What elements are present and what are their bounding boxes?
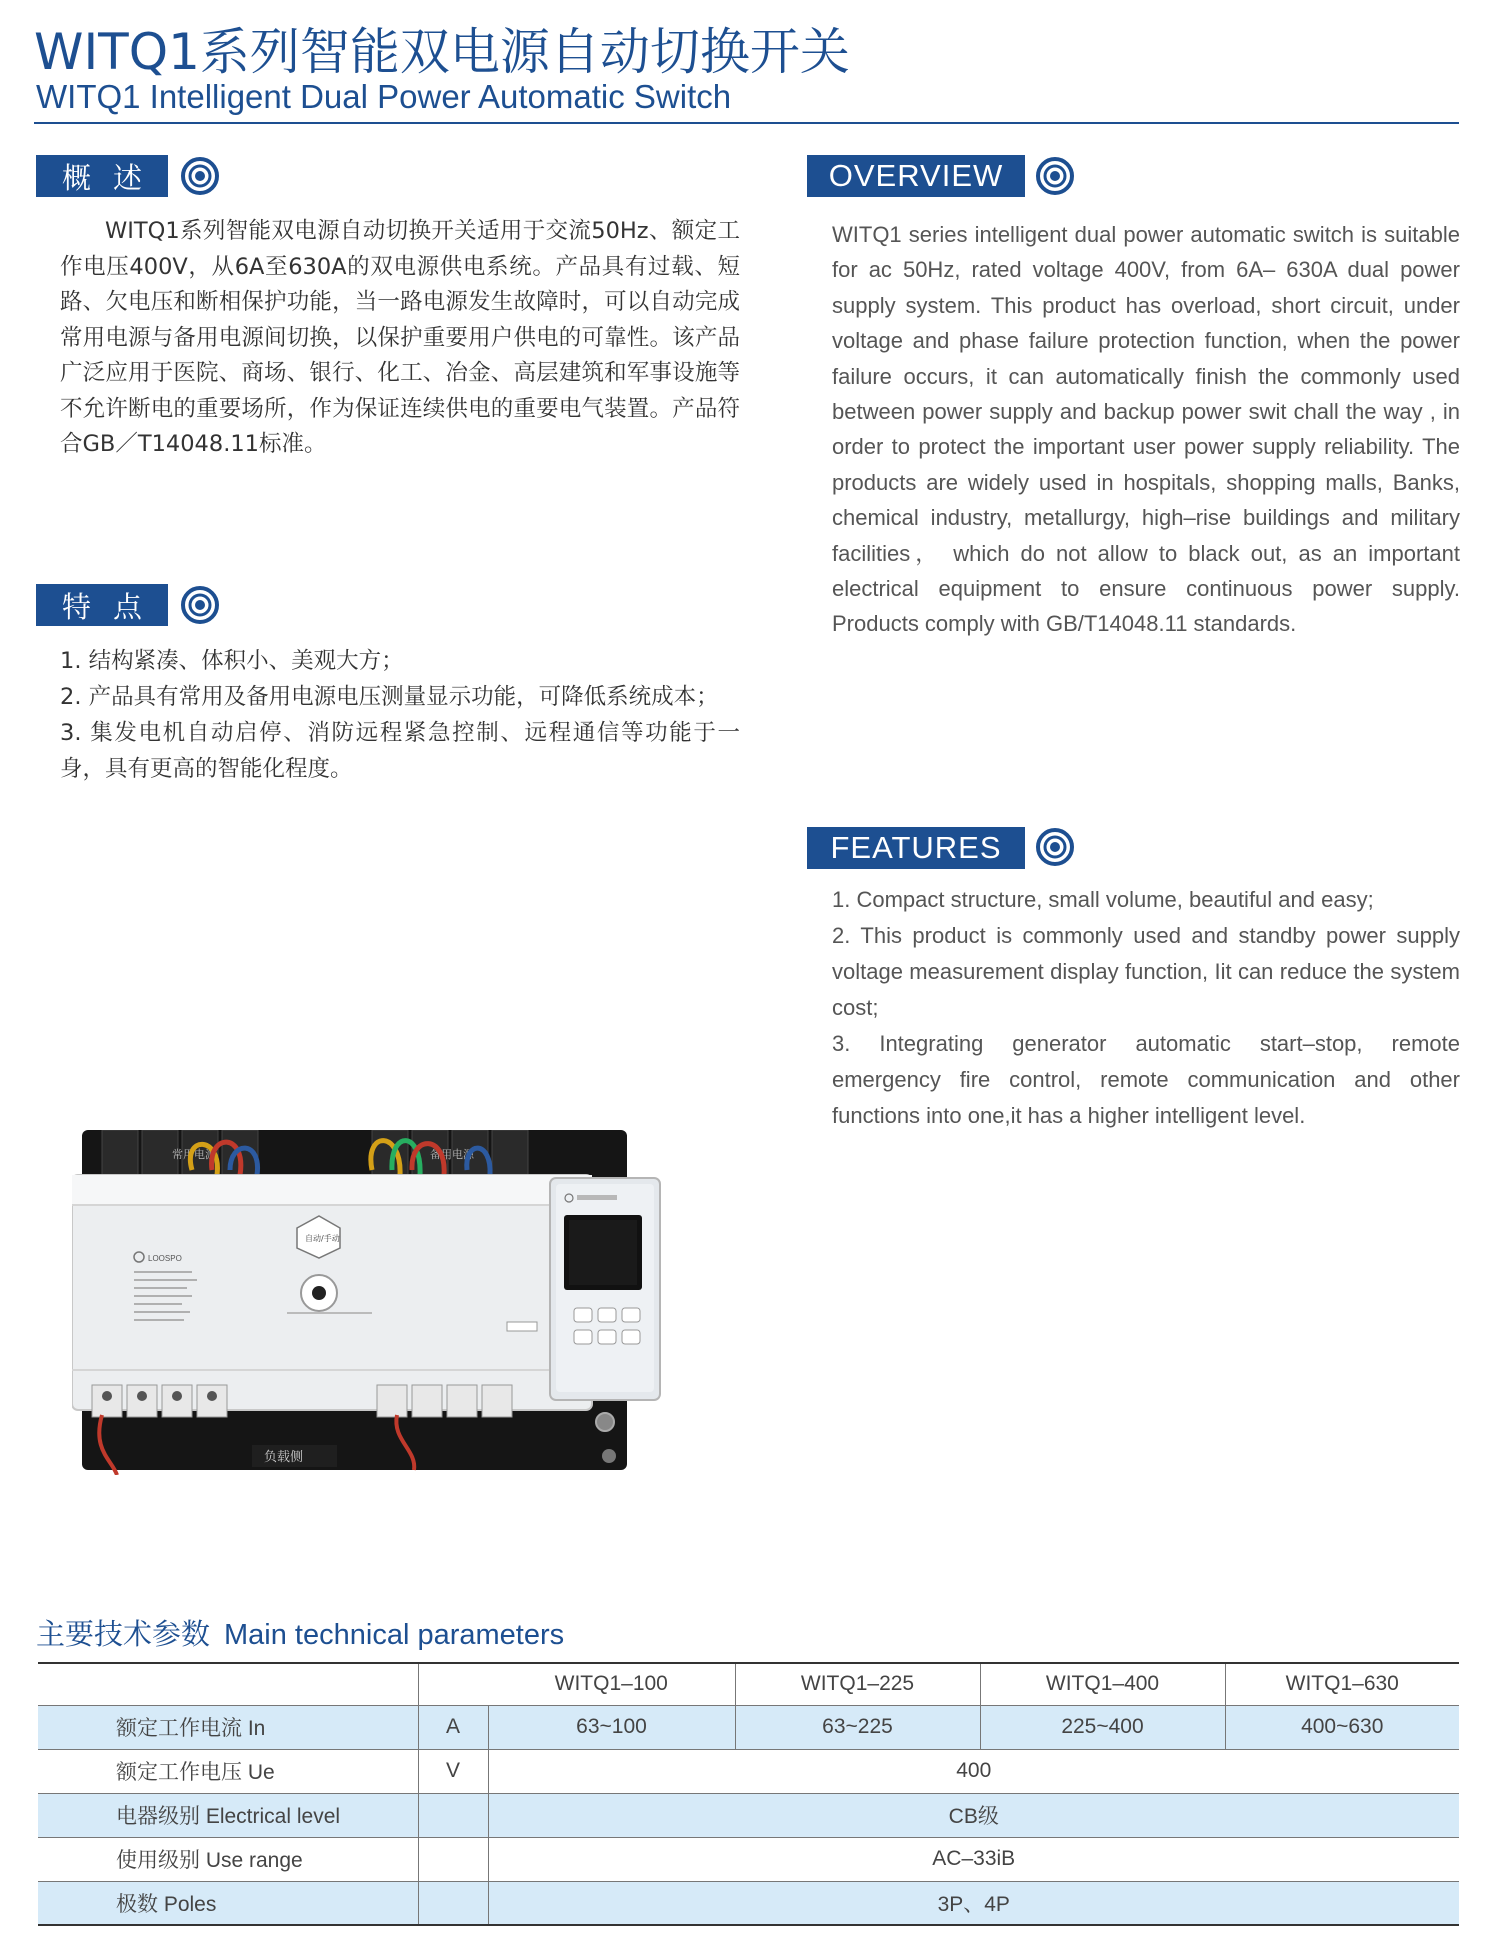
features-en-tag — [807, 827, 1025, 869]
table-cell: AC–33iB — [932, 1847, 1016, 1870]
params-title-en: Main technical parameters — [224, 1619, 565, 1651]
photo-top-label-right: 备用电源 — [430, 1148, 474, 1161]
table-cell: 63~100 — [488, 1705, 735, 1749]
title-divider — [34, 122, 1459, 124]
params-title — [36, 1612, 564, 1653]
photo-knob-label: 自动/手动 — [305, 1234, 340, 1243]
params-table — [38, 1662, 1459, 1926]
table-cell: 400 — [956, 1759, 992, 1782]
table-row — [38, 1793, 1459, 1837]
overview-en-tag — [807, 155, 1025, 197]
overview-cn-text — [60, 214, 740, 463]
params-title-cn: 主要技术参数 — [36, 1617, 211, 1651]
list-item: 3. 集发电机自动启停、消防远程紧急控制、远程通信等功能于一身，具有更高的智能化程度。 — [60, 720, 740, 782]
features-cn-list — [60, 643, 740, 787]
table-header-cell: WITQ1–400 — [980, 1663, 1225, 1705]
page-title-en: WITQ1 Intelligent Dual Power Automatic Switch — [36, 78, 732, 115]
table-row-label: 使用级别 Use range — [38, 1837, 418, 1881]
table-header-cell: WITQ1–100 — [488, 1663, 735, 1705]
table-cell — [418, 1663, 488, 1705]
table-row — [38, 1705, 1459, 1749]
overview-cn-paragraph: WITQ1系列智能双电源自动切换开关适用于交流50Hz、额定工作电压400V，从6A至630A的双电源供电系统。产品具有过载、短路、欠电压和断相保护功能，当一路电源发生故障时，可以自动完成常用电源与备用电源间切换，以保护重要用户供电的可靠性。该产品广泛应用于医院、商场、银行、化工、冶金、高层建筑和军事设施等不允许断电的重要场所，作为保证连续供电的重要电气装置。产品符合GB／T14048.11标准。 — [60, 218, 740, 457]
features-cn-tag-label: 特点 — [61, 589, 164, 624]
photo-brand-label: LOOSPO — [148, 1254, 182, 1263]
table-cell: 225~400 — [980, 1705, 1225, 1749]
target-icon — [1035, 827, 1075, 867]
list-item: 3. Integrating generator automatic start–stop, remote emergency fire control, remote communication and other functions into one,it has a higher intelligent level. — [832, 1031, 1460, 1128]
target-icon — [180, 156, 220, 196]
table-row-label: 极数 Poles — [38, 1881, 418, 1925]
table-row-unit — [418, 1881, 488, 1925]
features-cn-tag — [36, 584, 168, 626]
page-title-cn: WITQ1系列智能双电源自动切换开关 — [34, 23, 850, 81]
features-en-tag-label: FEATURES — [830, 830, 1002, 865]
features-en-list — [832, 882, 1460, 1134]
table-cell: 400~630 — [1225, 1705, 1459, 1749]
table-row-label: 电器级别 Electrical level — [38, 1793, 418, 1837]
table-row-label: 额定工作电压 Ue — [38, 1749, 418, 1793]
overview-en-tag-label: OVERVIEW — [828, 158, 1004, 193]
list-item: 1. Compact structure, small volume, beautiful and easy; — [832, 887, 1374, 912]
target-icon — [1035, 156, 1075, 196]
product-photo — [72, 1130, 722, 1475]
overview-en-text: WITQ1 series intelligent dual power automatic switch is suitable for ac 50Hz, rated voltage 400V, from 6A– 630A dual power supply system. This product has overload, short circuit, under voltage and phase failure protection function, when the power failure occurs, it can automatically finish the commonly used between power supply and backup power swit chall the way , in order to protect the important user power supply reliability. The products are widely used in hospitals, shopping malls, Banks, chemical industry, metallurgy, high–rise buildings and military facilities， which do not allow to black out, as an important electrical equipment to ensure continuous power supply. Products comply with GB/T14048.11 standards. — [832, 222, 1460, 637]
table-cell: 63~225 — [735, 1705, 980, 1749]
table-row-label: 额定工作电流 In — [38, 1705, 418, 1749]
overview-cn-tag-label: 概述 — [61, 160, 164, 195]
photo-top-label-left: 常用电源 — [172, 1148, 216, 1161]
table-header-row — [38, 1663, 1459, 1705]
list-item: 1. 结构紧凑、体积小、美观大方； — [60, 648, 404, 674]
table-row — [38, 1881, 1459, 1925]
table-cell — [38, 1663, 418, 1705]
table-row-unit — [418, 1793, 488, 1837]
table-row — [38, 1749, 1459, 1793]
photo-bottom-label: 负载侧 — [264, 1450, 304, 1465]
table-row-unit: A — [418, 1705, 488, 1749]
table-row — [38, 1837, 1459, 1881]
table-row-unit: V — [418, 1749, 488, 1793]
list-item: 2. 产品具有常用及备用电源电压测量显示功能，可降低系统成本； — [60, 684, 719, 710]
table-header-cell: WITQ1–225 — [735, 1663, 980, 1705]
table-header-cell: WITQ1–630 — [1285, 1672, 1399, 1696]
table-row-unit — [418, 1837, 488, 1881]
list-item: 2. This product is commonly used and standby power supply voltage measurement display function, Iit can reduce the system cost; — [832, 923, 1460, 1020]
table-cell: CB级 — [488, 1793, 1459, 1837]
overview-cn-tag — [36, 155, 168, 197]
target-icon — [180, 585, 220, 625]
table-cell: 3P、4P — [488, 1881, 1459, 1925]
